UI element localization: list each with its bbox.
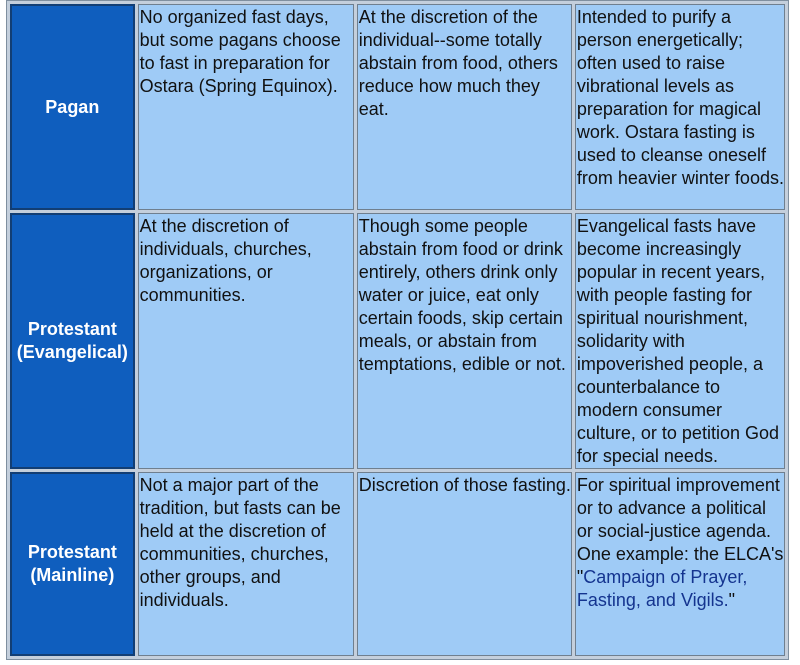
purpose-cell: Evangelical fasts have become increasingly popular in recent years, with people fasting for spiritual nourishment, solidarity with impoverished people, a counterbalance to modern consumer culture, or to petition God for special needs. [575,213,785,469]
tradition-cell [10,213,135,469]
purpose-text: For spiritual improvement or to advance a political or social-justice agenda. One example: the ELCA's " [576,475,784,587]
tradition-name: Protestant (Mainline) [27,542,117,585]
fasting-table-container [6,0,789,660]
table-row-pagan [10,4,785,210]
table-row-protestant-evangelical [10,213,785,469]
fast-days-cell: No organized fast days, but some pagans choose to fast in preparation for Ostara (Spring Equinox). [138,4,354,210]
fasting-table [7,1,788,659]
fast-days-cell: Not a major part of the tradition, but fasts can be held at the discretion of communities, churches, other groups, and individuals. [138,472,354,656]
purpose-text-end: " [728,590,736,610]
tradition-cell [10,472,135,656]
campaign-link[interactable]: Campaign of Prayer, Fasting, and Vigils. [576,567,748,610]
practice-cell: At the discretion of the individual--some totally abstain from food, others reduce how much they eat. [357,4,572,210]
practice-cell: Though some people abstain from food or drink entirely, others drink only water or juice, eat only certain foods, skip certain meals, or abstain from temptations, edible or not. [357,213,572,469]
purpose-cell: Intended to purify a person energetically; often used to raise vibrational levels as preparation for magical work. Ostara fasting is used to cleanse oneself from heavier winter foods. [575,4,785,210]
fast-days-cell: At the discretion of individuals, churches, organizations, or communities. [138,213,354,469]
purpose-cell [575,472,785,656]
tradition-cell [10,4,135,210]
table-row-protestant-mainline [10,472,785,656]
tradition-name: Pagan [45,96,100,117]
practice-cell: Discretion of those fasting. [357,472,572,656]
tradition-name: Protestant (Evangelical) [16,319,128,362]
